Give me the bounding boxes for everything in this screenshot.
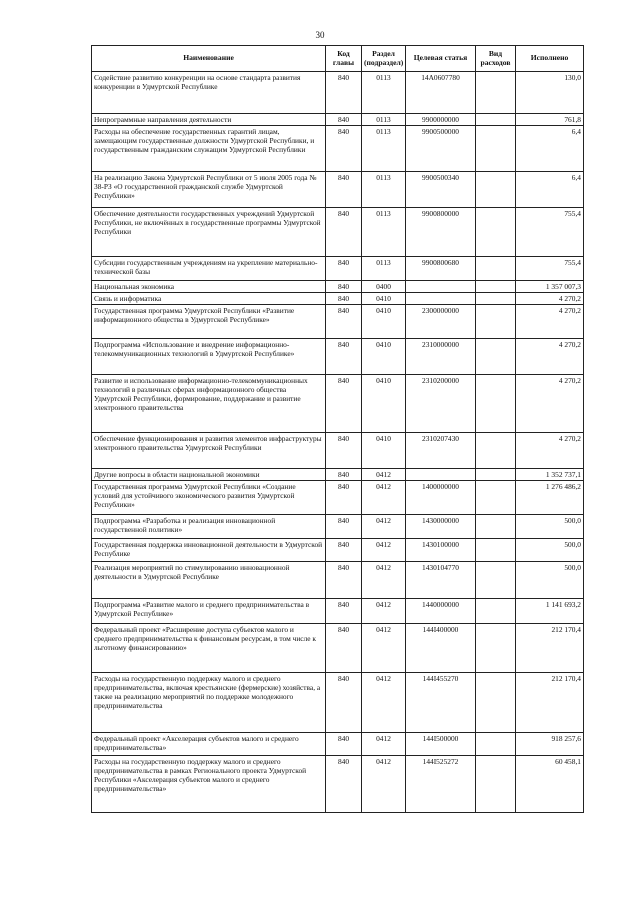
cell-code: 840	[326, 375, 362, 433]
cell-code: 840	[326, 339, 362, 375]
table-row	[92, 624, 584, 673]
cell-target: 9900800000	[406, 208, 476, 257]
cell-kind	[476, 305, 516, 339]
cell-name: Подпрограмма «Использование и внедрение информационно-телекоммуникационных технологий в Удмуртской Республике»	[92, 339, 326, 375]
cell-kind	[476, 515, 516, 539]
cell-code: 840	[326, 305, 362, 339]
table-header-row	[92, 46, 584, 72]
cell-exec: 130,0	[516, 72, 584, 114]
cell-code: 840	[326, 515, 362, 539]
cell-target: 1430104770	[406, 562, 476, 599]
cell-kind	[476, 469, 516, 481]
cell-exec: 918 257,6	[516, 733, 584, 756]
table-row	[92, 257, 584, 281]
table-row	[92, 433, 584, 469]
cell-target: 9900800680	[406, 257, 476, 281]
cell-section: 0412	[362, 624, 406, 673]
cell-kind	[476, 539, 516, 562]
cell-target: 1440000000	[406, 599, 476, 624]
header-code: Код главы	[326, 46, 362, 72]
table-row	[92, 172, 584, 208]
cell-kind	[476, 281, 516, 293]
cell-kind	[476, 562, 516, 599]
cell-kind	[476, 624, 516, 673]
table-row	[92, 733, 584, 756]
table-row	[92, 126, 584, 172]
cell-exec: 4 270,2	[516, 305, 584, 339]
cell-name: Подпрограмма «Разработка и реализация инновационной государственной политики»	[92, 515, 326, 539]
table-row	[92, 72, 584, 114]
cell-name: Другие вопросы в области национальной экономики	[92, 469, 326, 481]
cell-target: 9900500340	[406, 172, 476, 208]
cell-section: 0113	[362, 114, 406, 126]
cell-code: 840	[326, 469, 362, 481]
header-kind: Вид расходов	[476, 46, 516, 72]
cell-exec: 6,4	[516, 126, 584, 172]
cell-exec: 1 276 486,2	[516, 481, 584, 515]
cell-section: 0410	[362, 339, 406, 375]
table-row	[92, 339, 584, 375]
cell-code: 840	[326, 481, 362, 515]
cell-name: Непрограммные направления деятельности	[92, 114, 326, 126]
cell-exec: 761,8	[516, 114, 584, 126]
header-section: Раздел (подраздел)	[362, 46, 406, 72]
cell-kind	[476, 72, 516, 114]
table-row	[92, 293, 584, 305]
cell-name: Развитие и использование информационно-телекоммуникационных технологий в различных сферах информационного общества Удмуртской Республики, формирование, поддержание и развитие электронного правительства	[92, 375, 326, 433]
page-number: 30	[315, 30, 325, 40]
cell-target: 2300000000	[406, 305, 476, 339]
cell-section: 0412	[362, 481, 406, 515]
cell-target: 144I455270	[406, 673, 476, 733]
table-row	[92, 208, 584, 257]
cell-name: Подпрограмма «Развитие малого и среднего предпринимательства в Удмуртской Республике»	[92, 599, 326, 624]
cell-name: Обеспечение функционирования и развития элементов инфраструктуры электронного правительства Удмуртской Республики	[92, 433, 326, 469]
table-row	[92, 515, 584, 539]
table-row	[92, 599, 584, 624]
cell-name: Федеральный проект «Акселерация субъектов малого и среднего предпринимательства»	[92, 733, 326, 756]
cell-target	[406, 469, 476, 481]
table-row	[92, 756, 584, 813]
cell-code: 840	[326, 673, 362, 733]
cell-kind	[476, 172, 516, 208]
cell-name: Расходы на государственную поддержку малого и среднего предпринимательства, включая крестьянские (фермерские) хозяйства, а также на реализацию мероприятий по поддержке молодежного предпринимательства	[92, 673, 326, 733]
cell-code: 840	[326, 257, 362, 281]
cell-code: 840	[326, 539, 362, 562]
cell-section: 0412	[362, 599, 406, 624]
cell-target: 9900000000	[406, 114, 476, 126]
cell-section: 0410	[362, 293, 406, 305]
cell-section: 0113	[362, 257, 406, 281]
cell-kind	[476, 293, 516, 305]
cell-exec: 755,4	[516, 208, 584, 257]
table-row	[92, 375, 584, 433]
cell-target: 2310000000	[406, 339, 476, 375]
table-row	[92, 539, 584, 562]
cell-kind	[476, 339, 516, 375]
cell-code: 840	[326, 756, 362, 813]
cell-kind	[476, 433, 516, 469]
cell-code: 840	[326, 172, 362, 208]
cell-kind	[476, 599, 516, 624]
cell-target: 144I525272	[406, 756, 476, 813]
cell-target: 1430000000	[406, 515, 476, 539]
cell-name: Обеспечение деятельности государственных учреждений Удмуртской Республики, не включённых в государственные программы Удмуртской Республики	[92, 208, 326, 257]
cell-target: 14А0607780	[406, 72, 476, 114]
cell-exec: 1 141 693,2	[516, 599, 584, 624]
cell-name: Реализация мероприятий по стимулированию инновационной деятельности в Удмуртской Республике	[92, 562, 326, 599]
cell-code: 840	[326, 733, 362, 756]
cell-exec: 1 357 007,3	[516, 281, 584, 293]
cell-code: 840	[326, 599, 362, 624]
expenditure-table	[91, 45, 584, 813]
table-body	[92, 72, 584, 813]
cell-section: 0113	[362, 126, 406, 172]
cell-code: 840	[326, 624, 362, 673]
cell-kind	[476, 756, 516, 813]
cell-name: Федеральный проект «Расширение доступа субъектов малого и среднего предпринимательства к финансовым ресурсам, в том числе к льготному финансированию»	[92, 624, 326, 673]
cell-exec: 212 170,4	[516, 624, 584, 673]
cell-exec: 500,0	[516, 539, 584, 562]
cell-kind	[476, 114, 516, 126]
header-target: Целевая статья	[406, 46, 476, 72]
table-row	[92, 469, 584, 481]
cell-section: 0113	[362, 172, 406, 208]
table-row	[92, 673, 584, 733]
cell-target	[406, 281, 476, 293]
cell-section: 0412	[362, 562, 406, 599]
cell-section: 0412	[362, 515, 406, 539]
table-row	[92, 114, 584, 126]
cell-kind	[476, 126, 516, 172]
cell-section: 0410	[362, 305, 406, 339]
cell-exec: 4 270,2	[516, 339, 584, 375]
cell-kind	[476, 673, 516, 733]
table-row	[92, 562, 584, 599]
cell-exec: 60 458,1	[516, 756, 584, 813]
cell-name: Государственная поддержка инновационной деятельности в Удмуртской Республике	[92, 539, 326, 562]
cell-name: Расходы на государственную поддержку малого и среднего предпринимательства в рамках Регионального проекта Удмуртской Республики «Акселерация субъектов малого и среднего предпринимательства»	[92, 756, 326, 813]
cell-code: 840	[326, 114, 362, 126]
cell-code: 840	[326, 293, 362, 305]
cell-kind	[476, 257, 516, 281]
header-name: Наименование	[92, 46, 326, 72]
cell-section: 0412	[362, 539, 406, 562]
cell-section: 0410	[362, 375, 406, 433]
cell-target	[406, 293, 476, 305]
cell-section: 0412	[362, 673, 406, 733]
cell-code: 840	[326, 562, 362, 599]
cell-kind	[476, 375, 516, 433]
cell-exec: 6,4	[516, 172, 584, 208]
cell-section: 0113	[362, 72, 406, 114]
cell-target: 144I400000	[406, 624, 476, 673]
cell-target: 2310207430	[406, 433, 476, 469]
cell-target: 2310200000	[406, 375, 476, 433]
cell-exec: 500,0	[516, 562, 584, 599]
cell-name: Субсидии государственным учреждениям на укрепление материально-технической базы	[92, 257, 326, 281]
table-row	[92, 481, 584, 515]
cell-code: 840	[326, 208, 362, 257]
cell-kind	[476, 481, 516, 515]
cell-exec: 4 270,2	[516, 375, 584, 433]
cell-kind	[476, 733, 516, 756]
cell-target: 9900500000	[406, 126, 476, 172]
cell-section: 0412	[362, 469, 406, 481]
header-exec: Исполнено	[516, 46, 584, 72]
cell-exec: 4 270,2	[516, 293, 584, 305]
cell-exec: 1 352 737,1	[516, 469, 584, 481]
cell-code: 840	[326, 281, 362, 293]
table-row	[92, 281, 584, 293]
cell-name: Национальная экономика	[92, 281, 326, 293]
cell-code: 840	[326, 433, 362, 469]
cell-section: 0412	[362, 733, 406, 756]
cell-name: На реализацию Закона Удмуртской Республики от 5 июля 2005 года № 38-РЗ «О государственной гражданской службе Удмуртской Республики»	[92, 172, 326, 208]
cell-name: Содействие развитию конкуренции на основе стандарта развития конкуренции в Удмуртской Республике	[92, 72, 326, 114]
cell-code: 840	[326, 72, 362, 114]
cell-section: 0113	[362, 208, 406, 257]
cell-exec: 212 170,4	[516, 673, 584, 733]
cell-target: 1430100000	[406, 539, 476, 562]
cell-code: 840	[326, 126, 362, 172]
cell-kind	[476, 208, 516, 257]
cell-exec: 755,4	[516, 257, 584, 281]
cell-exec: 4 270,2	[516, 433, 584, 469]
cell-name: Государственная программа Удмуртской Республики «Создание условий для устойчивого экономического развития Удмуртской Республики»	[92, 481, 326, 515]
cell-target: 1400000000	[406, 481, 476, 515]
cell-section: 0412	[362, 756, 406, 813]
cell-name: Расходы на обеспечение государственных гарантий лицам, замещающим государственные должности Удмуртской Республики, и государственным гражданским служащим Удмуртской Республики	[92, 126, 326, 172]
cell-section: 0400	[362, 281, 406, 293]
cell-name: Государственная программа Удмуртской Республики «Развитие информационного общества в Удмуртской Республике»	[92, 305, 326, 339]
cell-section: 0410	[362, 433, 406, 469]
cell-name: Связь и информатика	[92, 293, 326, 305]
cell-target: 144I500000	[406, 733, 476, 756]
table-row	[92, 305, 584, 339]
cell-exec: 500,0	[516, 515, 584, 539]
